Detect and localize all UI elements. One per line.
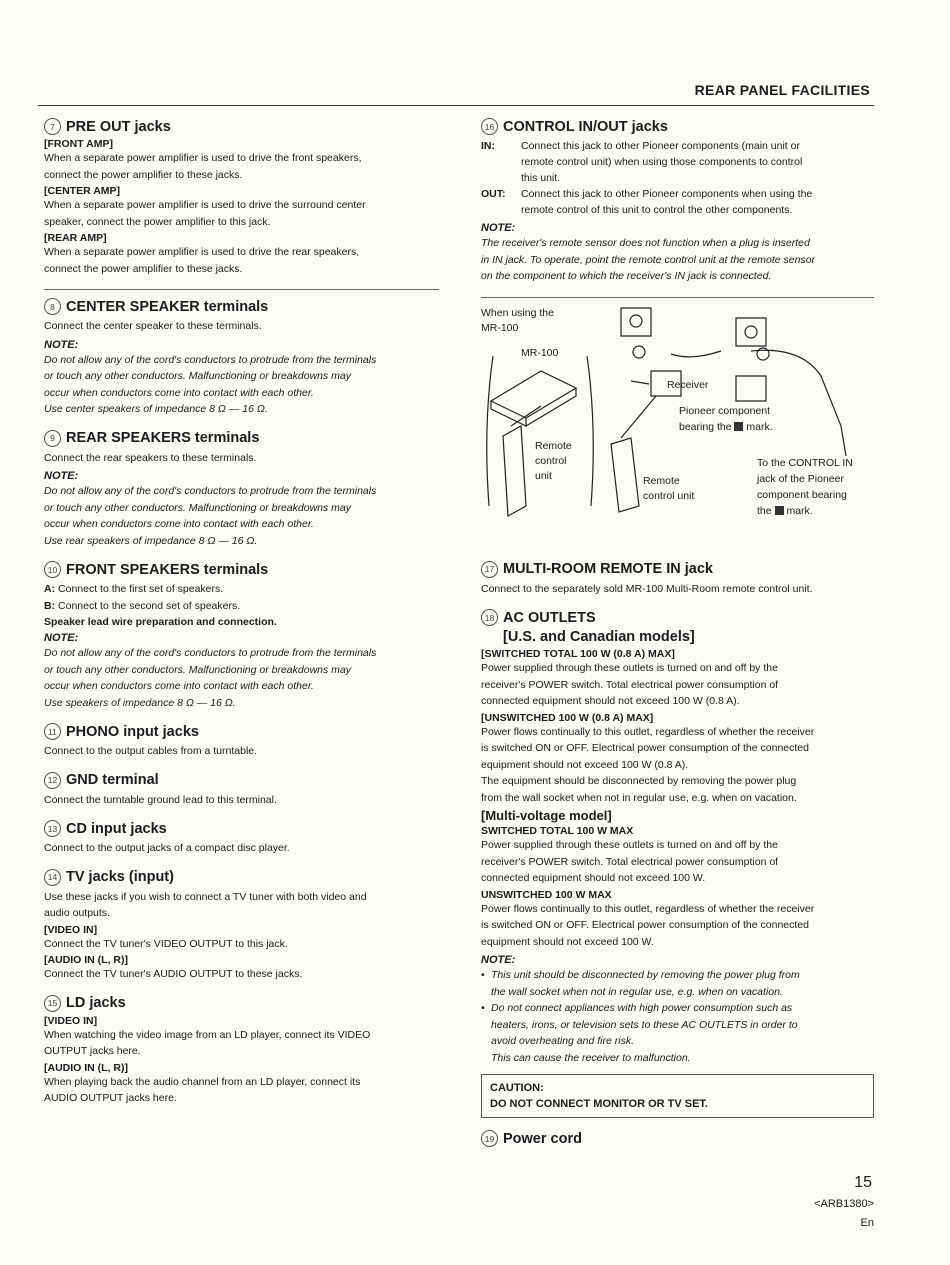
divider: [481, 297, 874, 298]
title-text: GND terminal: [66, 772, 159, 788]
circled-number: 16: [481, 118, 498, 135]
pointer-line: [511, 396, 656, 438]
section-title: [481, 118, 874, 135]
mr100-device-icon: [491, 371, 576, 426]
diagram-text: component bearing: [757, 488, 847, 501]
section-title: [44, 820, 439, 837]
cable-line: [631, 381, 649, 384]
out-row-cont: [481, 202, 874, 218]
subheading: UNSWITCHED 100 W MAX: [481, 888, 612, 901]
section-title: [481, 1130, 874, 1147]
diagram-text: MR-100: [481, 321, 519, 334]
paragraph-line: Power flows continually to this outlet, regardless of whether the receiver: [481, 725, 815, 738]
paragraph-line: receiver's POWER switch. Total electrical power consumption of: [481, 855, 779, 868]
key-label: OUT:: [481, 188, 506, 200]
paragraph-line: Connect the TV tuner's VIDEO OUTPUT to this jack.: [44, 937, 288, 950]
page-number: 15: [854, 1174, 872, 1191]
subheading: [FRONT AMP]: [44, 138, 114, 150]
note-line: Use rear speakers of impedance 8 Ω — 16 Ω.: [44, 534, 258, 547]
caution-label: CAUTION:: [490, 1082, 544, 1094]
section-power-cord: [481, 1130, 874, 1147]
paragraph-line: Connect the TV tuner's AUDIO OUTPUT to these jacks.: [44, 968, 303, 980]
paragraph-line: Connect to the separately sold MR-100 Multi-Room remote control unit.: [481, 582, 813, 595]
title-text: REAR SPEAKERS terminals: [66, 430, 260, 446]
circled-number: 9: [44, 430, 61, 447]
key-text: Connect this jack to other Pioneer components (main unit or: [521, 140, 800, 152]
connection-diagram: [481, 306, 874, 551]
jack-panel-icon: [736, 318, 766, 346]
diagram-text: [757, 504, 813, 518]
note-label: NOTE:: [44, 338, 79, 351]
paragraph-line: When a separate power amplifier is used to drive the front speakers,: [44, 152, 362, 164]
subheading: [UNSWITCHED 100 W (0.8 A) MAX]: [481, 711, 654, 724]
note-line: in IN jack. To operate, point the remote control unit at the remote sensor: [481, 253, 816, 266]
diagram-text: jack of the Pioneer: [757, 472, 844, 485]
section-center-speaker: [44, 298, 439, 418]
section-title: [481, 609, 874, 626]
note-bullet-cont: [481, 1050, 874, 1067]
paragraph-line: Connect the rear speakers to these terminals.: [44, 451, 257, 464]
diagram-text: [679, 420, 773, 434]
title-text: FRONT SPEAKERS terminals: [66, 561, 269, 578]
note-line: or touch any other conductors. Malfunctioning or breakdowns may: [44, 501, 351, 514]
circled-number: 8: [44, 298, 61, 315]
section-ld: [44, 995, 439, 1107]
note-bullet: [481, 967, 874, 984]
key-text: this unit.: [521, 172, 561, 184]
diagram-text: bearing the: [679, 420, 732, 433]
title-text: CONTROL IN/OUT jacks: [503, 118, 668, 135]
note-line: The receiver's remote sensor does not function when a plug is inserted: [481, 237, 810, 249]
section-front-speakers: [44, 561, 439, 711]
circled-number: 19: [481, 1130, 498, 1147]
title-text: CD input jacks: [66, 820, 167, 837]
section-tv: [44, 869, 439, 983]
circled-number: 17: [481, 561, 498, 578]
note-bullet: [481, 1000, 874, 1017]
note-line: heaters, irons, or television sets to these AC OUTLETS in order to: [491, 1018, 798, 1031]
note-bullet-cont: [481, 984, 874, 1001]
title-text: TV jacks (input): [66, 869, 174, 885]
note-label: NOTE:: [44, 470, 79, 482]
paragraph-line: When watching the video image from an LD player, connect its VIDEO: [44, 1028, 371, 1041]
circled-number: 13: [44, 820, 61, 837]
paragraph-line: Connect the center speaker to these terminals.: [44, 320, 262, 332]
title-text: LD jacks: [66, 995, 126, 1011]
diagram-text: the: [757, 504, 772, 517]
key-label: IN:: [481, 140, 495, 152]
jack-icon: [633, 346, 645, 358]
paragraph-line: connected equipment should not exceed 100 W.: [481, 872, 706, 884]
bracket-left: [487, 356, 493, 506]
section-rear-speakers: [44, 430, 439, 550]
circled-number: 15: [44, 995, 61, 1012]
note-line: This can cause the receiver to malfunction.: [491, 1051, 691, 1064]
jack-icon: [630, 315, 642, 327]
circled-number: 10: [44, 561, 61, 578]
circled-number: 12: [44, 772, 61, 789]
key-label: B:: [44, 599, 56, 612]
section-gnd: [44, 772, 439, 809]
remote-control-icon: [503, 426, 526, 516]
title-text: PRE OUT jacks: [66, 118, 171, 135]
diagram-text: Pioneer component: [679, 404, 771, 417]
paragraph-line: Power supplied through these outlets is turned on and off by the: [481, 839, 778, 851]
diagram-text: Receiver: [667, 378, 709, 391]
caution-box: [481, 1074, 874, 1118]
diagram-text: unit: [535, 469, 552, 482]
note-line: occur when conductors come into contact with each other.: [44, 680, 314, 692]
paragraph-line: Power supplied through these outlets is turned on and off by the: [481, 662, 778, 674]
paragraph-line: receiver's POWER switch. Total electrical power consumption of: [481, 678, 779, 691]
title-text: MULTI-ROOM REMOTE IN jack: [503, 561, 713, 577]
section-title: [44, 995, 439, 1012]
section-title: [44, 430, 439, 447]
section-phono: [44, 723, 439, 760]
paragraph-line: Power flows continually to this outlet, regardless of whether the receiver: [481, 902, 815, 915]
out-row: [481, 186, 874, 202]
page-header-title: REAR PANEL FACILITIES: [694, 82, 870, 98]
diagram-text: control: [535, 454, 567, 467]
jack-panel-icon: [621, 308, 651, 336]
circled-number: 11: [44, 723, 61, 740]
note-line: This unit should be disconnected by removing the power plug from: [491, 969, 800, 981]
subheading: [VIDEO IN]: [44, 1014, 98, 1027]
section-title: [44, 723, 439, 740]
right-column: [481, 118, 874, 1159]
subheading: [AUDIO IN (L, R)]: [44, 1061, 128, 1074]
section-subtitle: [U.S. and Canadian models]: [503, 629, 695, 645]
paragraph-line: from the wall socket when not in regular use, e.g. when on vacation.: [481, 791, 797, 804]
subheading: [AUDIO IN (L, R)]: [44, 954, 128, 966]
title-text: Power cord: [503, 1130, 582, 1147]
subheading: [REAR AMP]: [44, 232, 107, 244]
bullet-icon: •: [481, 1002, 485, 1014]
section-multiroom: [481, 561, 874, 598]
paragraph-line: connect the power amplifier to these jacks.: [44, 262, 243, 275]
note-line: occur when conductors come into contact with each other.: [44, 386, 314, 399]
diagram-text: To the CONTROL IN: [757, 456, 853, 469]
paragraph-line: The equipment should be disconnected by removing the power plug: [481, 775, 797, 787]
paragraph-line: When playing back the audio channel from an LD player, connect its: [44, 1075, 361, 1088]
note-line: avoid overheating and fire risk.: [491, 1035, 634, 1047]
section-title: [44, 869, 439, 886]
note-line: occur when conductors come into contact with each other.: [44, 518, 314, 530]
note-line: Do not allow any of the cord's conductors to protrude from the terminals: [44, 353, 377, 366]
diagram-text: mark.: [746, 420, 773, 433]
section-title: [481, 561, 874, 578]
note-bullet-cont: [481, 1033, 874, 1050]
note-line: or touch any other conductors. Malfunctioning or breakdowns may: [44, 370, 351, 382]
paragraph-line: Connect to the output cables from a turntable.: [44, 745, 258, 757]
paragraph-line: Connect to the output jacks of a compact disc player.: [44, 842, 290, 854]
diagram-text: Remote: [643, 474, 680, 487]
diagram-text: When using the: [481, 306, 554, 319]
divider: [44, 289, 439, 290]
paragraph-line: is switched ON or OFF. Electrical power consumption of the connected: [481, 742, 809, 754]
diagram-text: Remote: [535, 439, 572, 452]
section-title: [44, 561, 439, 578]
in-row: [481, 138, 874, 154]
key-text: Connect to the first set of speakers.: [58, 583, 224, 595]
remote-control-icon: [611, 438, 639, 512]
note-line: or touch any other conductors. Malfunctioning or breakdowns may: [44, 663, 351, 676]
terminal-b-row: [44, 598, 439, 615]
title-text: CENTER SPEAKER terminals: [66, 298, 269, 315]
diagram-illustration: [481, 306, 874, 551]
note-label: NOTE:: [481, 222, 516, 234]
document-code: <ARB1380>: [814, 1198, 874, 1210]
diagram-text: control unit: [643, 489, 695, 502]
paragraph-line: speaker, connect the power amplifier to this jack.: [44, 215, 271, 228]
diagram-text: MR-100: [521, 346, 559, 359]
multi-voltage-heading: [Multi-voltage model]: [481, 808, 612, 823]
note-bullet-cont: [481, 1017, 874, 1034]
section-ac-outlets: [481, 609, 874, 1118]
bullet-icon: •: [481, 969, 485, 981]
title-text: AC OUTLETS: [503, 609, 596, 626]
left-column: [44, 118, 439, 1119]
pioneer-mark-icon: [734, 422, 743, 431]
section-title: [44, 118, 439, 135]
subheading: Speaker lead wire preparation and connection.: [44, 616, 277, 628]
section-cd: [44, 820, 439, 857]
note-line: the wall socket when not in regular use, e.g. when on vacation.: [491, 985, 783, 998]
language-code: En: [860, 1217, 874, 1229]
key-text: remote control of this unit to control the other components.: [521, 204, 793, 216]
caution-text: DO NOT CONNECT MONITOR OR TV SET.: [490, 1098, 708, 1110]
in-row-cont: [481, 170, 874, 186]
subheading: [VIDEO IN]: [44, 923, 98, 936]
diagram-text: mark.: [786, 504, 813, 517]
section-title: [44, 772, 439, 789]
subheading: SWITCHED TOTAL 100 W MAX: [481, 825, 634, 837]
paragraph-line: OUTPUT jacks here.: [44, 1045, 141, 1057]
paragraph-line: When a separate power amplifier is used to drive the rear speakers,: [44, 246, 360, 258]
section-control: [481, 118, 874, 285]
section-pre-out: [44, 118, 439, 277]
component-box-icon: [736, 376, 766, 401]
paragraph-line: is switched ON or OFF. Electrical power consumption of the connected: [481, 919, 809, 931]
key-text: Connect this jack to other Pioneer components when using the: [521, 188, 813, 200]
paragraph-line: equipment should not exceed 100 W (0.8 A).: [481, 758, 689, 771]
title-text: PHONO input jacks: [66, 723, 199, 740]
terminal-a-row: [44, 581, 439, 598]
in-row-cont: [481, 154, 874, 170]
key-text: Connect to the second set of speakers.: [58, 599, 241, 612]
note-label: NOTE:: [44, 632, 79, 644]
note-line: Do not allow any of the cord's conductors to protrude from the terminals: [44, 485, 377, 497]
paragraph-line: AUDIO OUTPUT jacks here.: [44, 1092, 177, 1104]
section-title: [44, 298, 439, 315]
note-line: Do not connect appliances with high power consumption such as: [491, 1002, 793, 1014]
note-line: Use speakers of impedance 8 Ω — 16 Ω.: [44, 696, 236, 709]
paragraph-line: connected equipment should not exceed 100 W (0.8 A).: [481, 695, 740, 707]
note-line: Use center speakers of impedance 8 Ω — 16 Ω.: [44, 403, 268, 415]
note-label: NOTE:: [481, 954, 516, 966]
header-rule: [38, 105, 874, 106]
paragraph-line: equipment should not exceed 100 W.: [481, 935, 654, 948]
bracket-right: [587, 356, 593, 506]
circled-number: 7: [44, 118, 61, 135]
jack-icon: [745, 326, 757, 338]
circled-number: 18: [481, 609, 498, 626]
subheading: [SWITCHED TOTAL 100 W (0.8 A) MAX]: [481, 648, 675, 660]
paragraph-line: Use these jacks if you wish to connect a TV tuner with both video and: [44, 890, 367, 903]
pioneer-mark-icon: [775, 506, 784, 515]
note-line: on the component to which the receiver's IN jack is connected.: [481, 270, 772, 282]
note-line: Do not allow any of the cord's conductors to protrude from the terminals: [44, 647, 377, 659]
subheading: [CENTER AMP]: [44, 185, 121, 197]
key-text: remote control unit) when using those components to control: [521, 156, 803, 168]
paragraph-line: Connect the turntable ground lead to this terminal.: [44, 793, 277, 806]
circled-number: 14: [44, 869, 61, 886]
paragraph-line: When a separate power amplifier is used to drive the surround center: [44, 199, 366, 211]
key-label: A:: [44, 583, 56, 595]
paragraph-line: connect the power amplifier to these jacks.: [44, 168, 243, 181]
paragraph-line: audio outputs.: [44, 907, 110, 919]
